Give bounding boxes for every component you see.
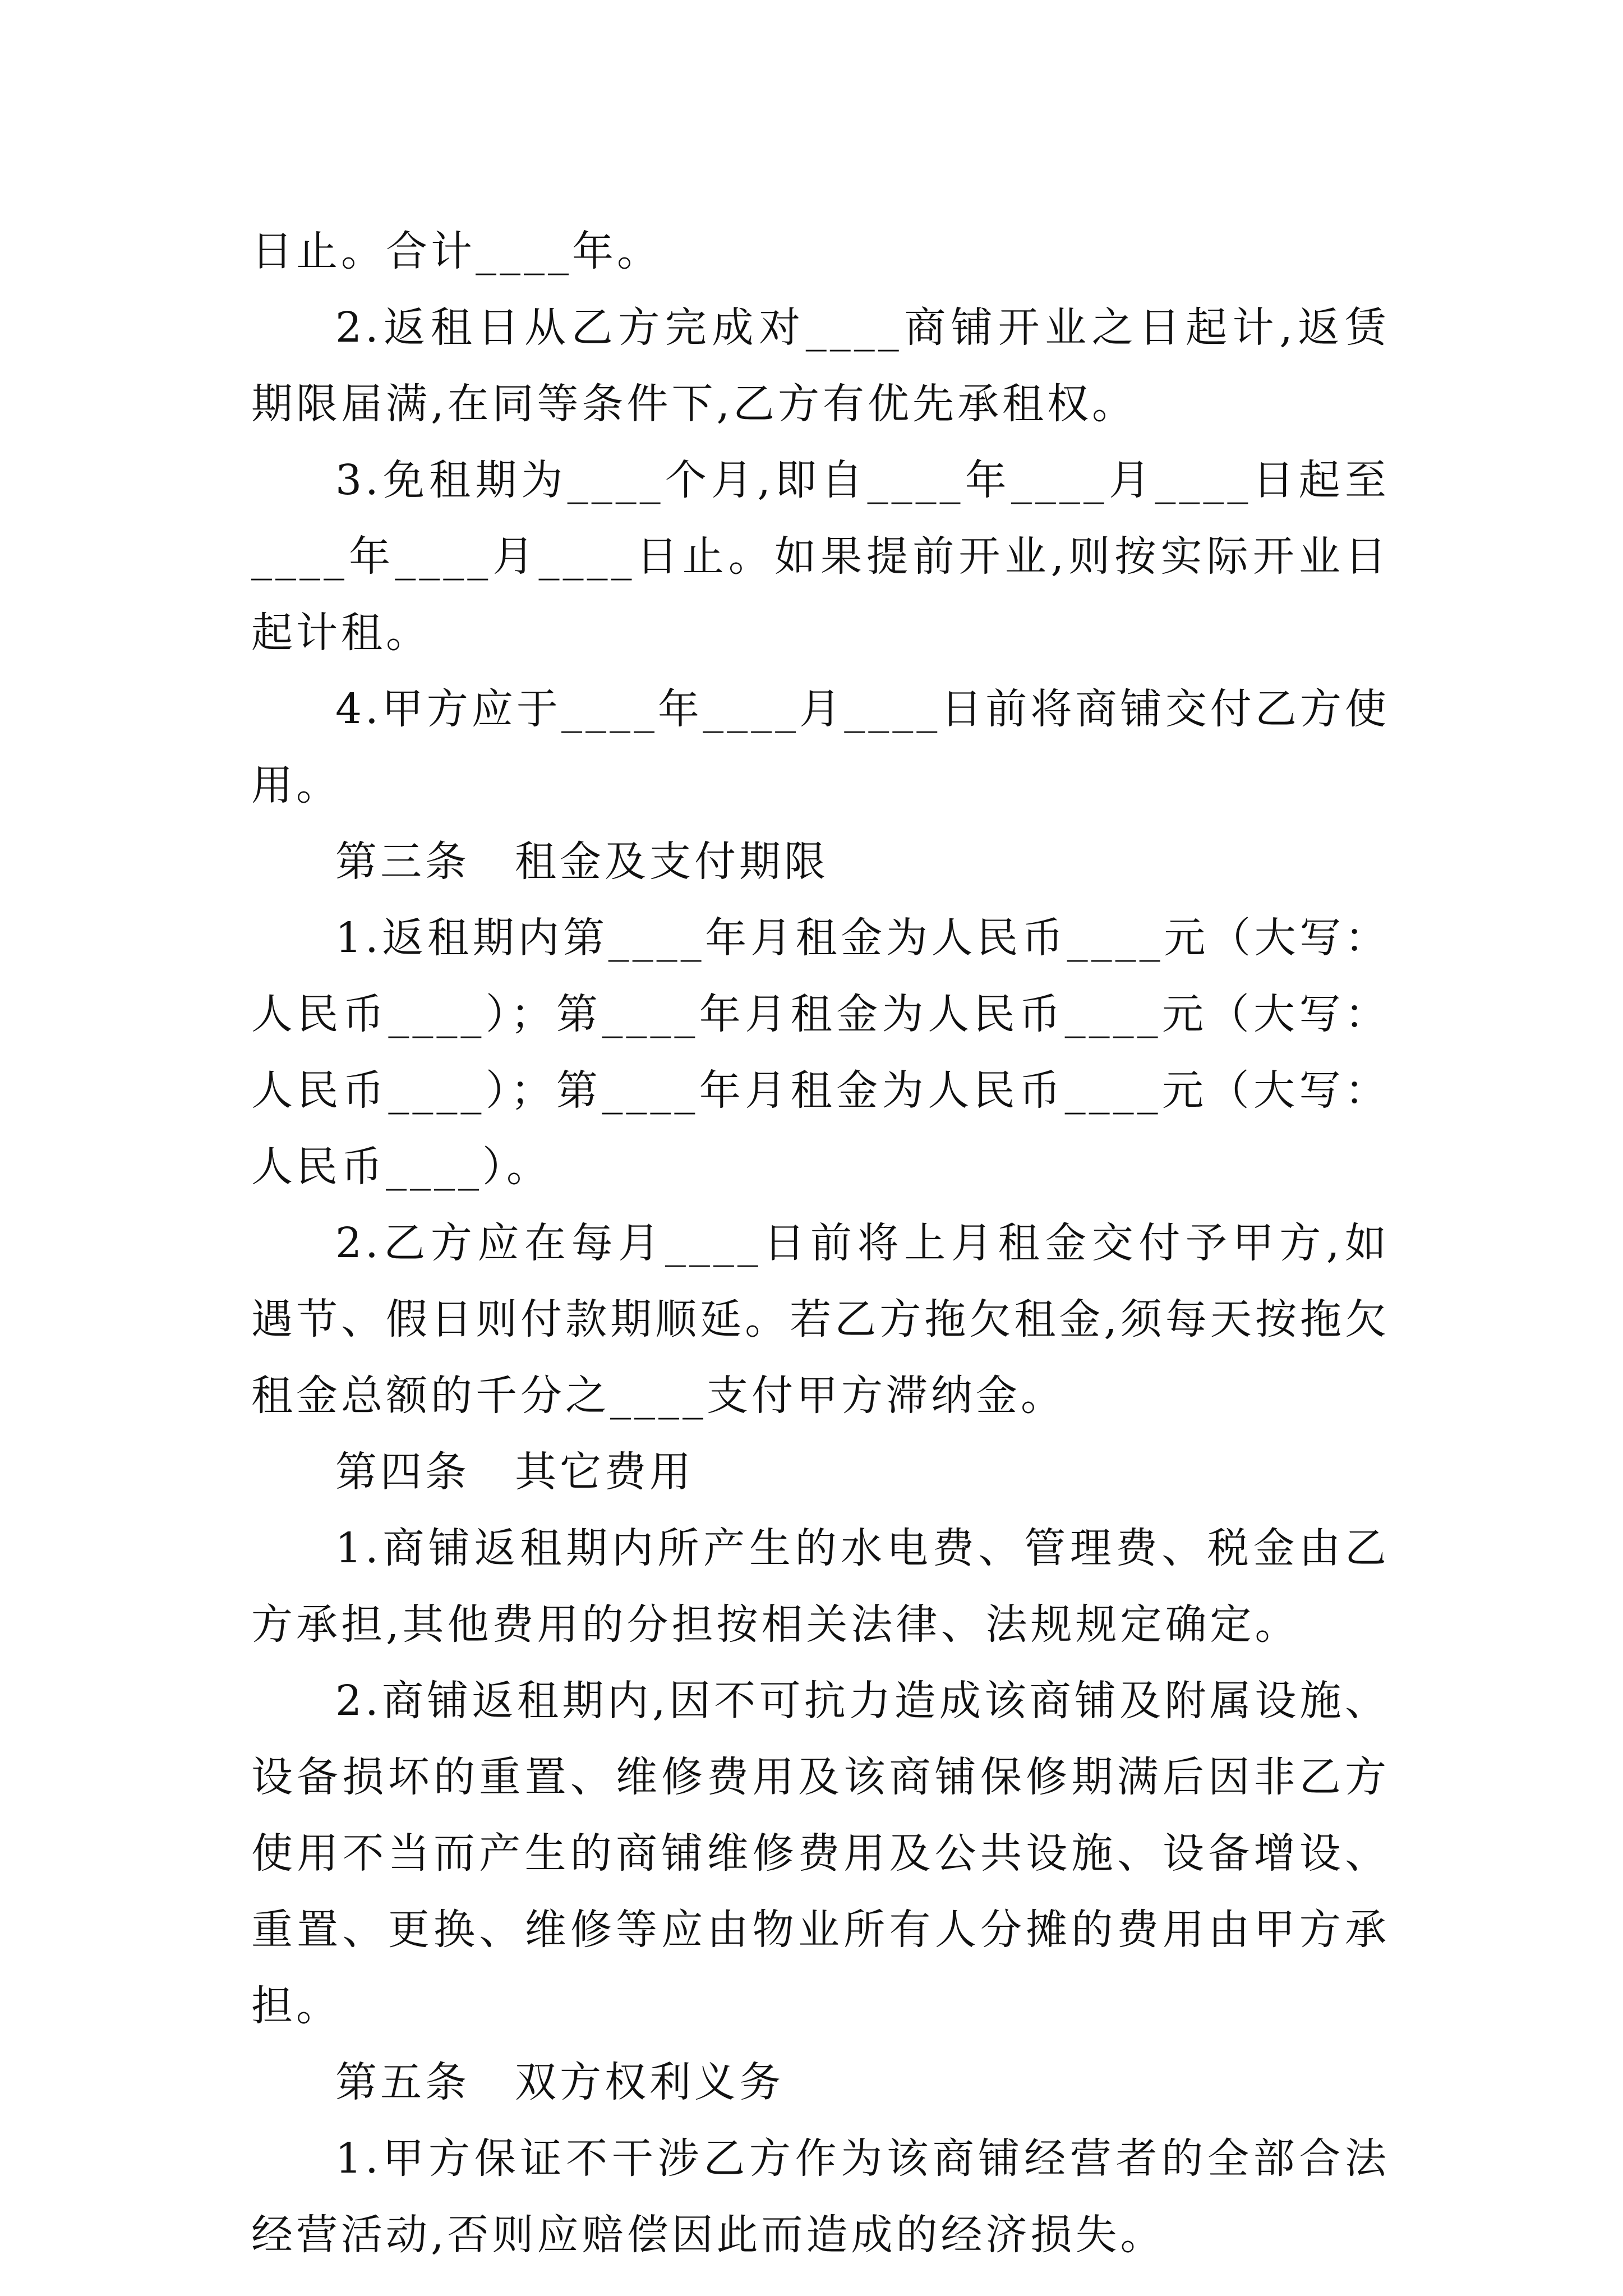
paragraph-4-2-repairs: 2.商铺返租期内,因不可抗力造成该商铺及附属设施、设备损坏的重置、维修费用及该商铺保修期满后因非乙方使用不当而产生的商铺维修费用及公共设施、设备增设、重置、更换、维修等应由物业所有人分摊的费用由甲方承担。 xyxy=(251,1677,1390,2030)
heading-article-4: 第四条 其它费用 xyxy=(335,1448,694,1496)
paragraph-2-leaseback-date: 2.返租日从乙方完成对____商铺开业之日起计,返赁期限届满,在同等条件下,乙方有优先承租权。 xyxy=(251,303,1390,428)
paragraph-term-end: 日止。合计____年。 xyxy=(251,227,662,275)
paragraph-4-1-utilities: 1.商铺返租期内所产生的水电费、管理费、税金由乙方承担,其他费用的分担按相关法律、法规规定确定。 xyxy=(251,1524,1390,1649)
paragraph-3-1-monthly-rent: 1.返租期内第____年月租金为人民币____元（大写：人民币____）；第____年月租金为人民币____元（大写：人民币____）；第____年月租金为人民币____元（大写：人民币____）。 xyxy=(251,914,1390,1191)
paragraph-4-delivery: 4.甲方应于____年____月____日前将商铺交付乙方使用。 xyxy=(251,685,1390,809)
heading-article-5: 第五条 双方权利义务 xyxy=(335,2058,784,2106)
heading-article-3: 第三条 租金及支付期限 xyxy=(335,838,829,886)
paragraph-5-1-non-interference: 1.甲方保证不干涉乙方作为该商铺经营者的全部合法经营活动,否则应赔偿因此而造成的经济损失。 xyxy=(251,2134,1390,2259)
paragraph-3-rent-free-period: 3.免租期为____个月,即自____年____月____日起至____年____月____日止。如果提前开业,则按实际开业日起计租。 xyxy=(251,456,1390,657)
paragraph-3-2-payment-deadline: 2.乙方应在每月____日前将上月租金交付予甲方,如遇节、假日则付款期顺延。若乙方拖欠租金,须每天按拖欠租金总额的千分之____支付甲方滞纳金。 xyxy=(251,1219,1390,1420)
document-body xyxy=(251,213,1390,2273)
